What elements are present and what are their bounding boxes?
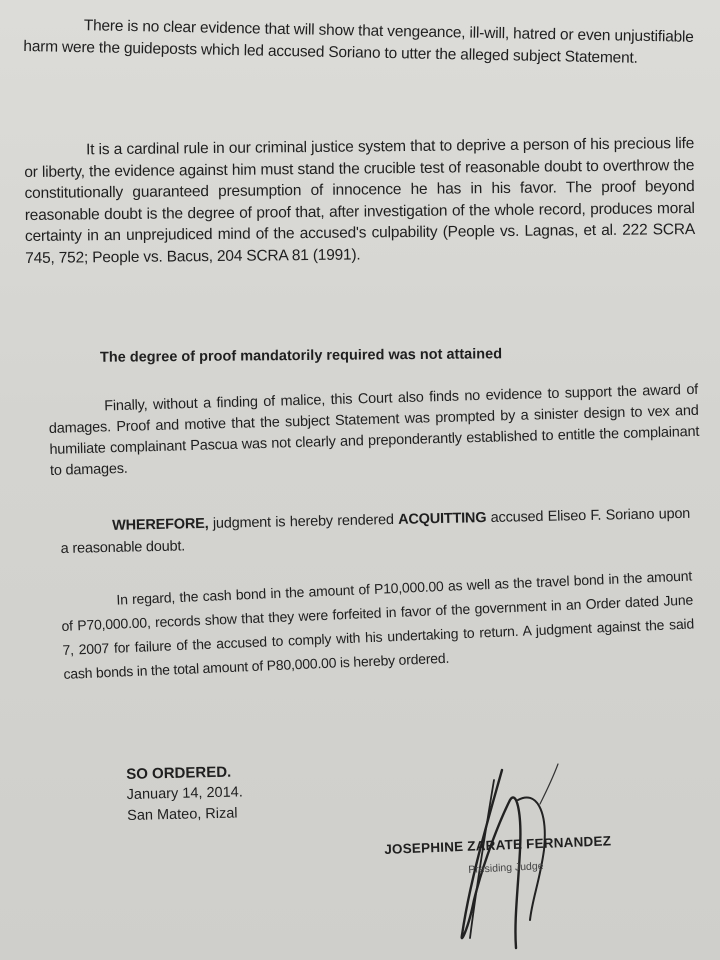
paragraph-no-damages: Finally, without a finding of malice, this Court also finds no evidence to support the award of damages. Proof and motive that the subject Statement was prompted by a sinister design to vex and humiliate complainant Pascua was not clearly and preponderantly established to entitle the complainant to damages. bbox=[48, 381, 700, 479]
order-place: San Mateo, Rizal bbox=[126, 805, 238, 824]
wherefore-mid: judgment is hereby rendered bbox=[208, 511, 399, 532]
closing-block bbox=[126, 761, 243, 827]
signatory-name: JOSEPHINE ZARATE FERNANDEZ bbox=[384, 833, 612, 857]
wherefore-tail: accused Eliseo F. Soriano upon a reasonable doubt. bbox=[60, 505, 691, 557]
order-date: January 14, 2014. bbox=[126, 784, 243, 803]
acquitting-text: ACQUITTING bbox=[397, 510, 487, 528]
signatory-title: Presiding Judge bbox=[468, 860, 544, 876]
paragraph-no-clear-evidence: There is no clear evidence that will show that vengeance, ill-will, hatred or even unjustifiable harm were the guideposts which led accused Soriano to utter the alleged subject Statement. bbox=[23, 17, 694, 67]
paragraph-wherefore bbox=[60, 503, 691, 560]
wherefore-lead: WHEREFORE, bbox=[112, 515, 209, 534]
section-heading-degree-of-proof: The degree of proof mandatorily required was not attained bbox=[99, 346, 503, 366]
paragraph-cash-bond: In regard, the cash bond in the amount of P10,000.00 as well as the travel bond in the amount of P70,000.00, records show that they were forfeited in favor of the government in an Order dated June 7, 2007 for failure of the accused to comply with his undertaking to return. A judgment against the said cash bonds in the total amount of P80,000.00 is hereby ordered. bbox=[61, 567, 695, 682]
handwritten-signature bbox=[440, 760, 580, 955]
so-ordered: SO ORDERED. bbox=[126, 763, 232, 783]
paragraph-cardinal-rule: It is a cardinal rule in our criminal justice system that to deprive a person of his precious life or liberty, the evidence against him must stand the crucible test of reasonable doubt to overthrow the constitutionally guaranteed presumption of innocence he has in his favor. The proof beyond reasonable doubt is the degree of proof that, after investigation of the whole record, produces moral certainty in an unprejudiced mind of the accused's culpability (People vs. Lagnas, et al. 222 SCRA 745, 752; People vs. Bacus, 204 SCRA 81 (1991). bbox=[24, 134, 696, 267]
